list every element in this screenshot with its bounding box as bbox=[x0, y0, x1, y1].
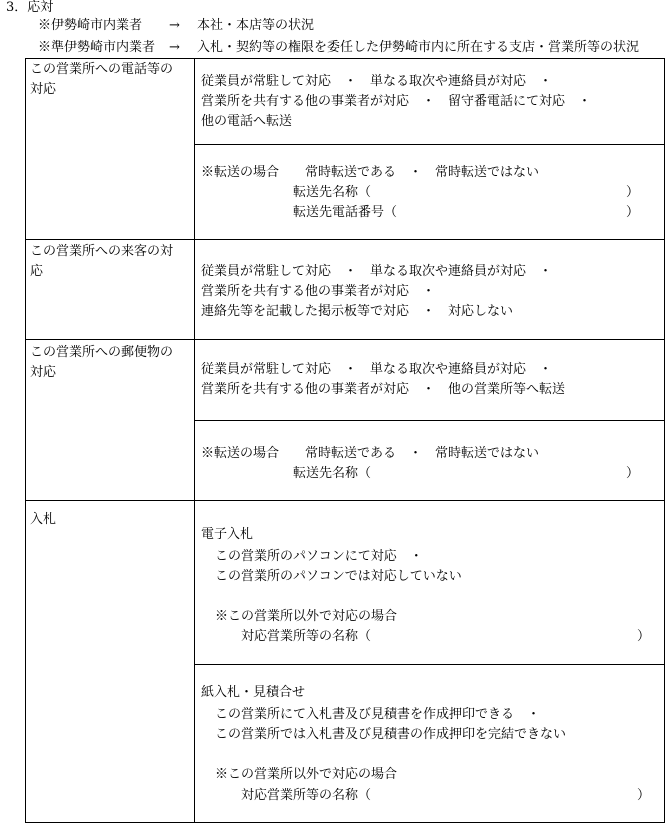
phone-label-line2: 対応 bbox=[30, 82, 57, 97]
note-quasi-desc: 入札・契約等の権限を委任した伊勢崎市内に所在する支店・営業所等の状況 bbox=[197, 40, 640, 55]
visitor-option-line3: 連絡先等を記載した掲示板等で対応 ・ 対応しない bbox=[201, 304, 514, 319]
section-heading: 3．応対 bbox=[6, 0, 54, 15]
electronic-bid-option2: この営業所のパソコンでは対応していない bbox=[215, 569, 462, 584]
phone-label-line1: この営業所への電話等の bbox=[30, 62, 174, 77]
bid-label: 入札 bbox=[30, 512, 57, 527]
note-city-desc: 本社・本店等の状況 bbox=[197, 18, 315, 33]
phone-dest-phone-close: ） bbox=[626, 205, 640, 220]
electronic-bid-other-note: ※この営業所以外で対応の場合 bbox=[215, 609, 398, 624]
electronic-bid-option1: この営業所のパソコンにて対応 ・ bbox=[215, 549, 423, 564]
phone-transfer-line: ※転送の場合 常時転送である ・ 常時転送ではない bbox=[201, 165, 540, 180]
paper-bid-office-name: 対応営業所等の名称（ bbox=[241, 788, 372, 803]
mail-option-line2: 営業所を共有する他の事業者が対応 ・ 他の営業所等へ転送 bbox=[201, 382, 566, 397]
paper-bid-other-note: ※この営業所以外で対応の場合 bbox=[215, 767, 398, 782]
paper-bid-title: 紙入札・見積合せ bbox=[201, 685, 306, 700]
table-border-top bbox=[25, 58, 665, 59]
paper-bid-office-name-close: ） bbox=[637, 788, 651, 803]
phone-dest-phone: 転送先電話番号（ bbox=[293, 205, 398, 220]
phone-option-line1: 従業員が常駐して対応 ・ 単なる取次や連絡員が対応 ・ bbox=[201, 74, 553, 89]
mail-label-line2: 対応 bbox=[30, 365, 57, 380]
phone-dest-name-close: ） bbox=[626, 185, 640, 200]
phone-dest-name: 転送先名称（ bbox=[293, 185, 372, 200]
row-divider bbox=[25, 500, 665, 501]
mail-dest-name: 転送先名称（ bbox=[293, 466, 372, 481]
cell-divider bbox=[194, 144, 665, 145]
mail-option-line1: 従業員が常駐して対応 ・ 単なる取次や連絡員が対応 ・ bbox=[201, 362, 553, 377]
electronic-bid-title: 電子入札 bbox=[201, 527, 254, 542]
visitor-label-line1: この営業所への来客の対 bbox=[30, 244, 174, 259]
electronic-bid-office-name-close: ） bbox=[637, 629, 651, 644]
electronic-bid-office-name: 対応営業所等の名称（ bbox=[241, 629, 372, 644]
visitor-option-line2: 営業所を共有する他の事業者が対応 ・ bbox=[201, 284, 436, 299]
paper-bid-option2: この営業所では入札書及び見積書の作成押印を完結できない bbox=[215, 727, 567, 742]
phone-option-line2: 営業所を共有する他の事業者が対応 ・ 留守番電話にて対応 ・ bbox=[201, 94, 592, 109]
mail-dest-name-close: ） bbox=[626, 466, 640, 481]
table-border-bottom bbox=[25, 822, 665, 823]
mail-label-line1: この営業所への郵便物の bbox=[30, 345, 174, 360]
cell-divider bbox=[194, 664, 665, 665]
paper-bid-option1: この営業所にて入札書及び見積書を作成押印できる ・ bbox=[215, 707, 541, 722]
note-city-arrow: → bbox=[169, 18, 180, 33]
phone-option-line3: 他の電話へ転送 bbox=[201, 114, 293, 129]
row-divider bbox=[25, 339, 665, 340]
column-divider bbox=[194, 58, 195, 823]
table-border-left bbox=[25, 58, 26, 823]
visitor-option-line1: 従業員が常駐して対応 ・ 単なる取次や連絡員が対応 ・ bbox=[201, 264, 553, 279]
cell-divider bbox=[194, 420, 665, 421]
mail-transfer-line: ※転送の場合 常時転送である ・ 常時転送ではない bbox=[201, 446, 540, 461]
note-city-mark: ※伊勢崎市内業者 bbox=[38, 18, 143, 33]
note-quasi-mark: ※準伊勢崎市内業者 bbox=[38, 40, 156, 55]
visitor-label-line2: 応 bbox=[30, 264, 44, 279]
note-quasi-arrow: → bbox=[169, 40, 180, 55]
row-divider bbox=[25, 239, 665, 240]
